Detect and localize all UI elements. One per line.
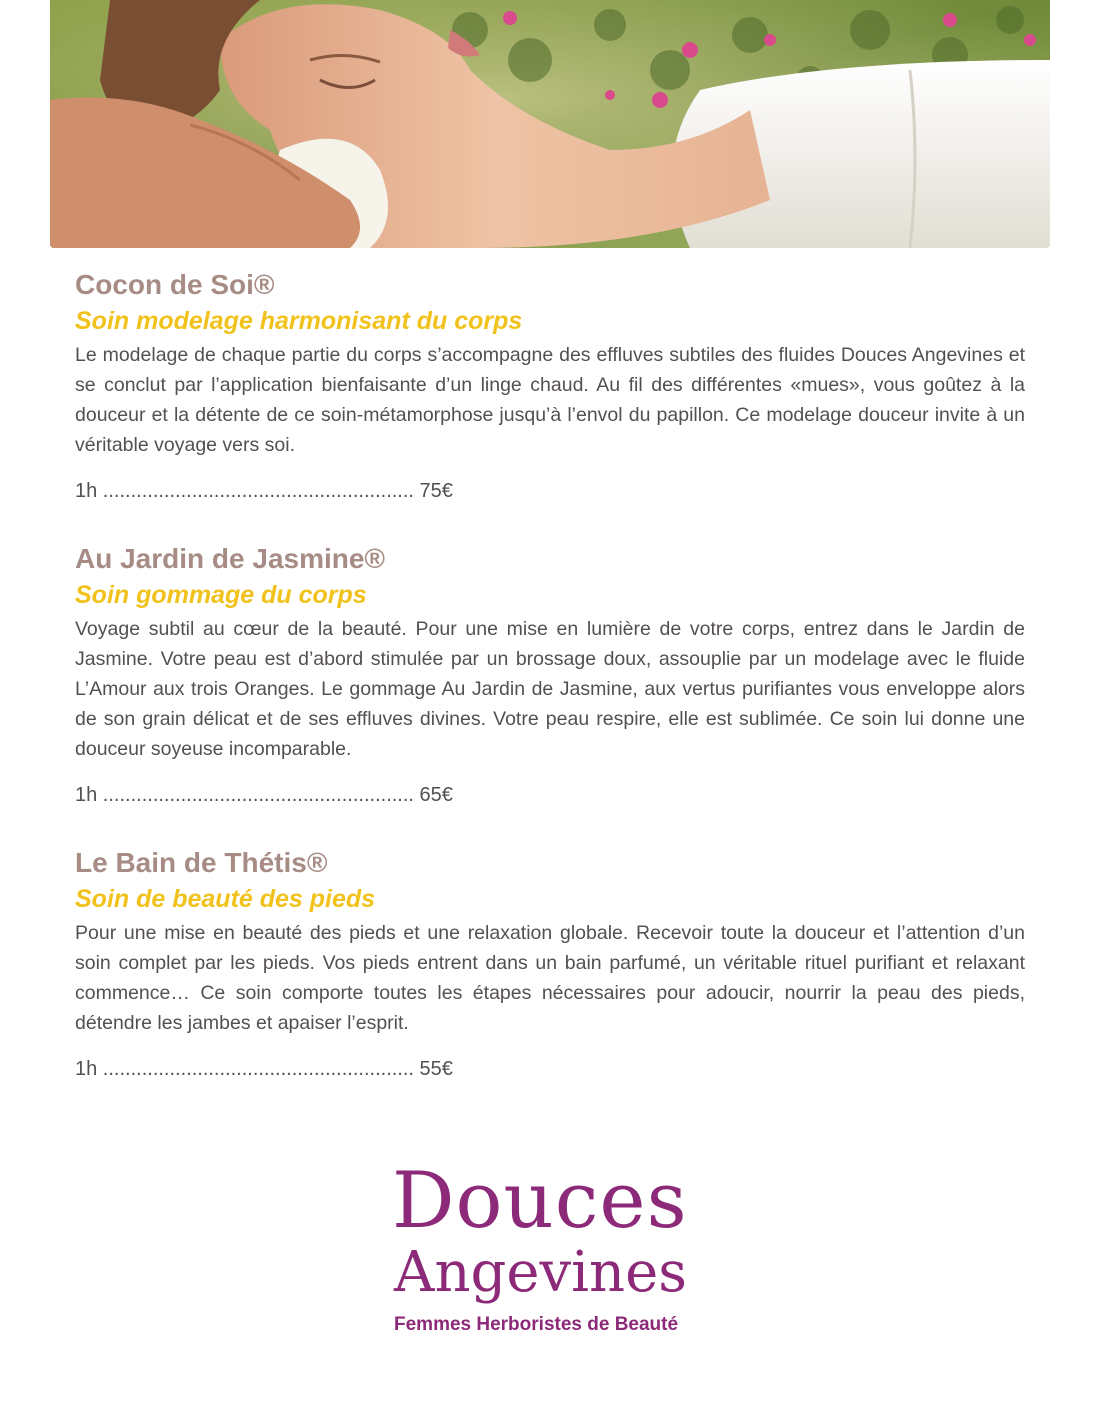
service-price: 1h ........................................................ 55€ bbox=[75, 1058, 453, 1080]
logo-line-angevines: Angevines bbox=[394, 1240, 687, 1305]
service-subtitle: Soin de beauté des pieds bbox=[75, 885, 376, 913]
spa-massage-illustration bbox=[50, 0, 1050, 248]
service-description: Le modelage de chaque partie du corps s’accompagne des effluves subtiles des fluides Douces Angevines et se conclut par l’application bienfaisante d’un linge chaud. Au fil des différentes «mues», vous goûtez à la douceur et la détente de ce soin-métamorphose jusqu’à l’envol du papillon. Ce modelage douceur invite à un véritable voyage vers soi. bbox=[75, 344, 1025, 456]
service-title: Au Jardin de Jasmine® bbox=[75, 543, 386, 574]
brand-logo bbox=[380, 1156, 720, 1340]
logo-line-douces: Douces bbox=[392, 1156, 688, 1246]
hero-image bbox=[50, 0, 1050, 248]
service-title: Le Bain de Thétis® bbox=[75, 847, 328, 878]
service-le-bain-de-thetis bbox=[75, 846, 1025, 1084]
service-subtitle: Soin modelage harmonisant du corps bbox=[75, 307, 523, 335]
service-price: 1h ........................................................ 65€ bbox=[75, 784, 453, 806]
service-description: Voyage subtil au cœur de la beauté. Pour une mise en lumière de votre corps, entrez dans le Jardin de Jasmine. Votre peau est d’abord stimulée par un brossage doux, assouplie par un modelage avec le fluide L’Amour aux trois Oranges. Le gommage Au Jardin de Jasmine, aux vertus purifiantes vous enveloppe alors de son grain délicat et de ses effluves divines. Votre peau respire, elle est sublimée. Ce soin lui donne une douceur soyeuse incomparable. bbox=[75, 618, 1025, 760]
service-title: Cocon de Soi® bbox=[75, 269, 275, 300]
service-cocon-de-soi bbox=[75, 268, 1025, 506]
service-price: 1h ........................................................ 75€ bbox=[75, 480, 453, 502]
logo-tagline: Femmes Herboristes de Beauté bbox=[394, 1314, 679, 1335]
service-au-jardin-de-jasmine bbox=[75, 542, 1025, 810]
services-list bbox=[75, 268, 1025, 1084]
service-description: Pour une mise en beauté des pieds et une relaxation globale. Recevoir toute la douceur et l’attention d’un soin complet par les pieds. Vos pieds entrent dans un bain parfumé, un véritable rituel purifiant et relaxant commence… Ce soin comporte toutes les étapes nécessaires pour adoucir, nourrir la peau des pieds, détendre les jambes et apaiser l’esprit. bbox=[75, 922, 1025, 1034]
service-subtitle: Soin gommage du corps bbox=[75, 581, 367, 609]
